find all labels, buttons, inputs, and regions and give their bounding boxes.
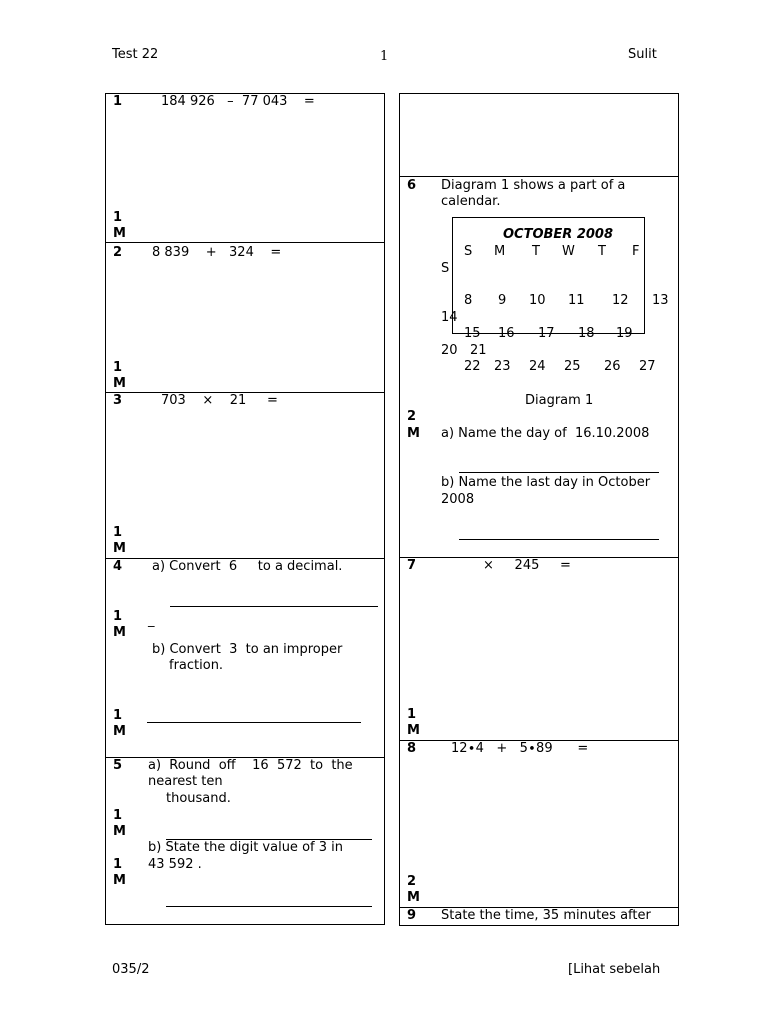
question-text: × 245 = bbox=[483, 558, 571, 573]
question-part-b: b) Convert 3 to an improper bbox=[152, 642, 343, 657]
mark-unit: M bbox=[407, 890, 420, 905]
mark-count: 1 bbox=[113, 808, 123, 823]
question-number: 4 bbox=[113, 559, 123, 574]
question-intro: Diagram 1 shows a part of a bbox=[441, 178, 626, 193]
question-text: 184 926 – 77 043 = bbox=[161, 94, 315, 109]
question-part-a: a) Name the day of 16.10.2008 bbox=[441, 426, 650, 441]
question-text: State the time, 35 minutes after bbox=[441, 908, 651, 923]
answer-line bbox=[170, 606, 378, 607]
question-part-a: a) Convert 6 to a decimal. bbox=[152, 559, 343, 574]
calendar-day-header: S bbox=[441, 261, 450, 276]
header-left: Test 22 bbox=[112, 47, 159, 62]
mark-unit: M bbox=[407, 426, 420, 441]
question-number: 6 bbox=[407, 178, 417, 193]
calendar-date: 25 bbox=[564, 359, 581, 374]
mark-unit: M bbox=[113, 376, 126, 391]
question-part-b-cont: 43 592 . bbox=[148, 857, 202, 872]
question-number: 7 bbox=[407, 558, 417, 573]
question-number: 5 bbox=[113, 758, 123, 773]
question-text: 8 839 + 324 = bbox=[152, 245, 282, 260]
question-part-a: a) Round off 16 572 to the bbox=[148, 758, 353, 773]
calendar-date: 20 21 bbox=[441, 343, 487, 358]
calendar-date: 13 bbox=[652, 293, 669, 308]
calendar-date: 16 bbox=[498, 326, 515, 341]
mark-unit: M bbox=[113, 824, 126, 839]
question-number: 3 bbox=[113, 393, 123, 408]
calendar-date: 17 bbox=[538, 326, 555, 341]
calendar-date: 10 bbox=[529, 293, 546, 308]
mark-unit: M bbox=[113, 873, 126, 888]
answer-line bbox=[166, 906, 372, 907]
question-number: 8 bbox=[407, 741, 417, 756]
header-right: Sulit bbox=[628, 47, 657, 62]
mark-count: 1 bbox=[113, 525, 123, 540]
dash-mark: _ bbox=[148, 613, 155, 628]
calendar-date: 27 bbox=[639, 359, 656, 374]
question-number: 2 bbox=[113, 245, 123, 260]
calendar-date: 24 bbox=[529, 359, 546, 374]
calendar-date: 14 bbox=[441, 310, 458, 325]
question-text: 12∙4 + 5∙89 = bbox=[451, 741, 589, 756]
mark-unit: M bbox=[113, 226, 126, 241]
mark-count: 1 bbox=[113, 609, 123, 624]
page-number: 1 bbox=[380, 49, 389, 64]
question-part-b: b) State the digit value of 3 in bbox=[148, 840, 343, 855]
mark-unit: M bbox=[113, 625, 126, 640]
question-part-b: b) Name the last day in October bbox=[441, 475, 651, 490]
mark-count: 1 bbox=[113, 708, 123, 723]
mark-count: 1 bbox=[113, 210, 123, 225]
calendar-day-header: M bbox=[494, 244, 506, 259]
footer-code: 035/2 bbox=[112, 962, 150, 977]
calendar-day-header: T bbox=[598, 244, 606, 259]
calendar-title: OCTOBER 2008 bbox=[503, 227, 614, 242]
question-intro-cont: calendar. bbox=[441, 194, 501, 209]
question-number: 9 bbox=[407, 908, 417, 923]
mark-unit: M bbox=[407, 723, 420, 738]
calendar-day-header: T bbox=[532, 244, 540, 259]
calendar-day-header: S bbox=[464, 244, 473, 259]
question-part-a-cont: thousand. bbox=[166, 791, 231, 806]
question-part-b-cont: fraction. bbox=[169, 658, 224, 673]
calendar-date: 18 bbox=[578, 326, 595, 341]
mark-count: 1 bbox=[113, 360, 123, 375]
calendar-date: 11 bbox=[568, 293, 585, 308]
calendar-date: 26 bbox=[604, 359, 621, 374]
mark-unit: M bbox=[113, 541, 126, 556]
mark-count: 2 bbox=[407, 409, 417, 424]
mark-count: 1 bbox=[407, 707, 417, 722]
question-number: 1 bbox=[113, 94, 123, 109]
calendar-date: 23 bbox=[494, 359, 511, 374]
calendar-date: 15 bbox=[464, 326, 481, 341]
calendar-day-header: F bbox=[632, 244, 640, 259]
answer-line bbox=[147, 722, 361, 723]
calendar-date: 12 bbox=[612, 293, 629, 308]
calendar-date: 19 bbox=[616, 326, 633, 341]
mark-count: 2 bbox=[407, 874, 417, 889]
mark-unit: M bbox=[113, 724, 126, 739]
answer-line bbox=[459, 472, 659, 473]
calendar-date: 22 bbox=[464, 359, 481, 374]
calendar-day-header: W bbox=[562, 244, 575, 259]
question-part-b-cont: 2008 bbox=[441, 492, 475, 507]
calendar-date: 8 bbox=[464, 293, 473, 308]
question-part-a-cont: nearest ten bbox=[148, 774, 223, 789]
mark-count: 1 bbox=[113, 857, 123, 872]
question-text: 703 × 21 = bbox=[161, 393, 278, 408]
calendar-date: 9 bbox=[498, 293, 507, 308]
footer-note: [Lihat sebelah bbox=[568, 962, 661, 977]
answer-line bbox=[459, 539, 659, 540]
diagram-caption: Diagram 1 bbox=[525, 393, 594, 408]
